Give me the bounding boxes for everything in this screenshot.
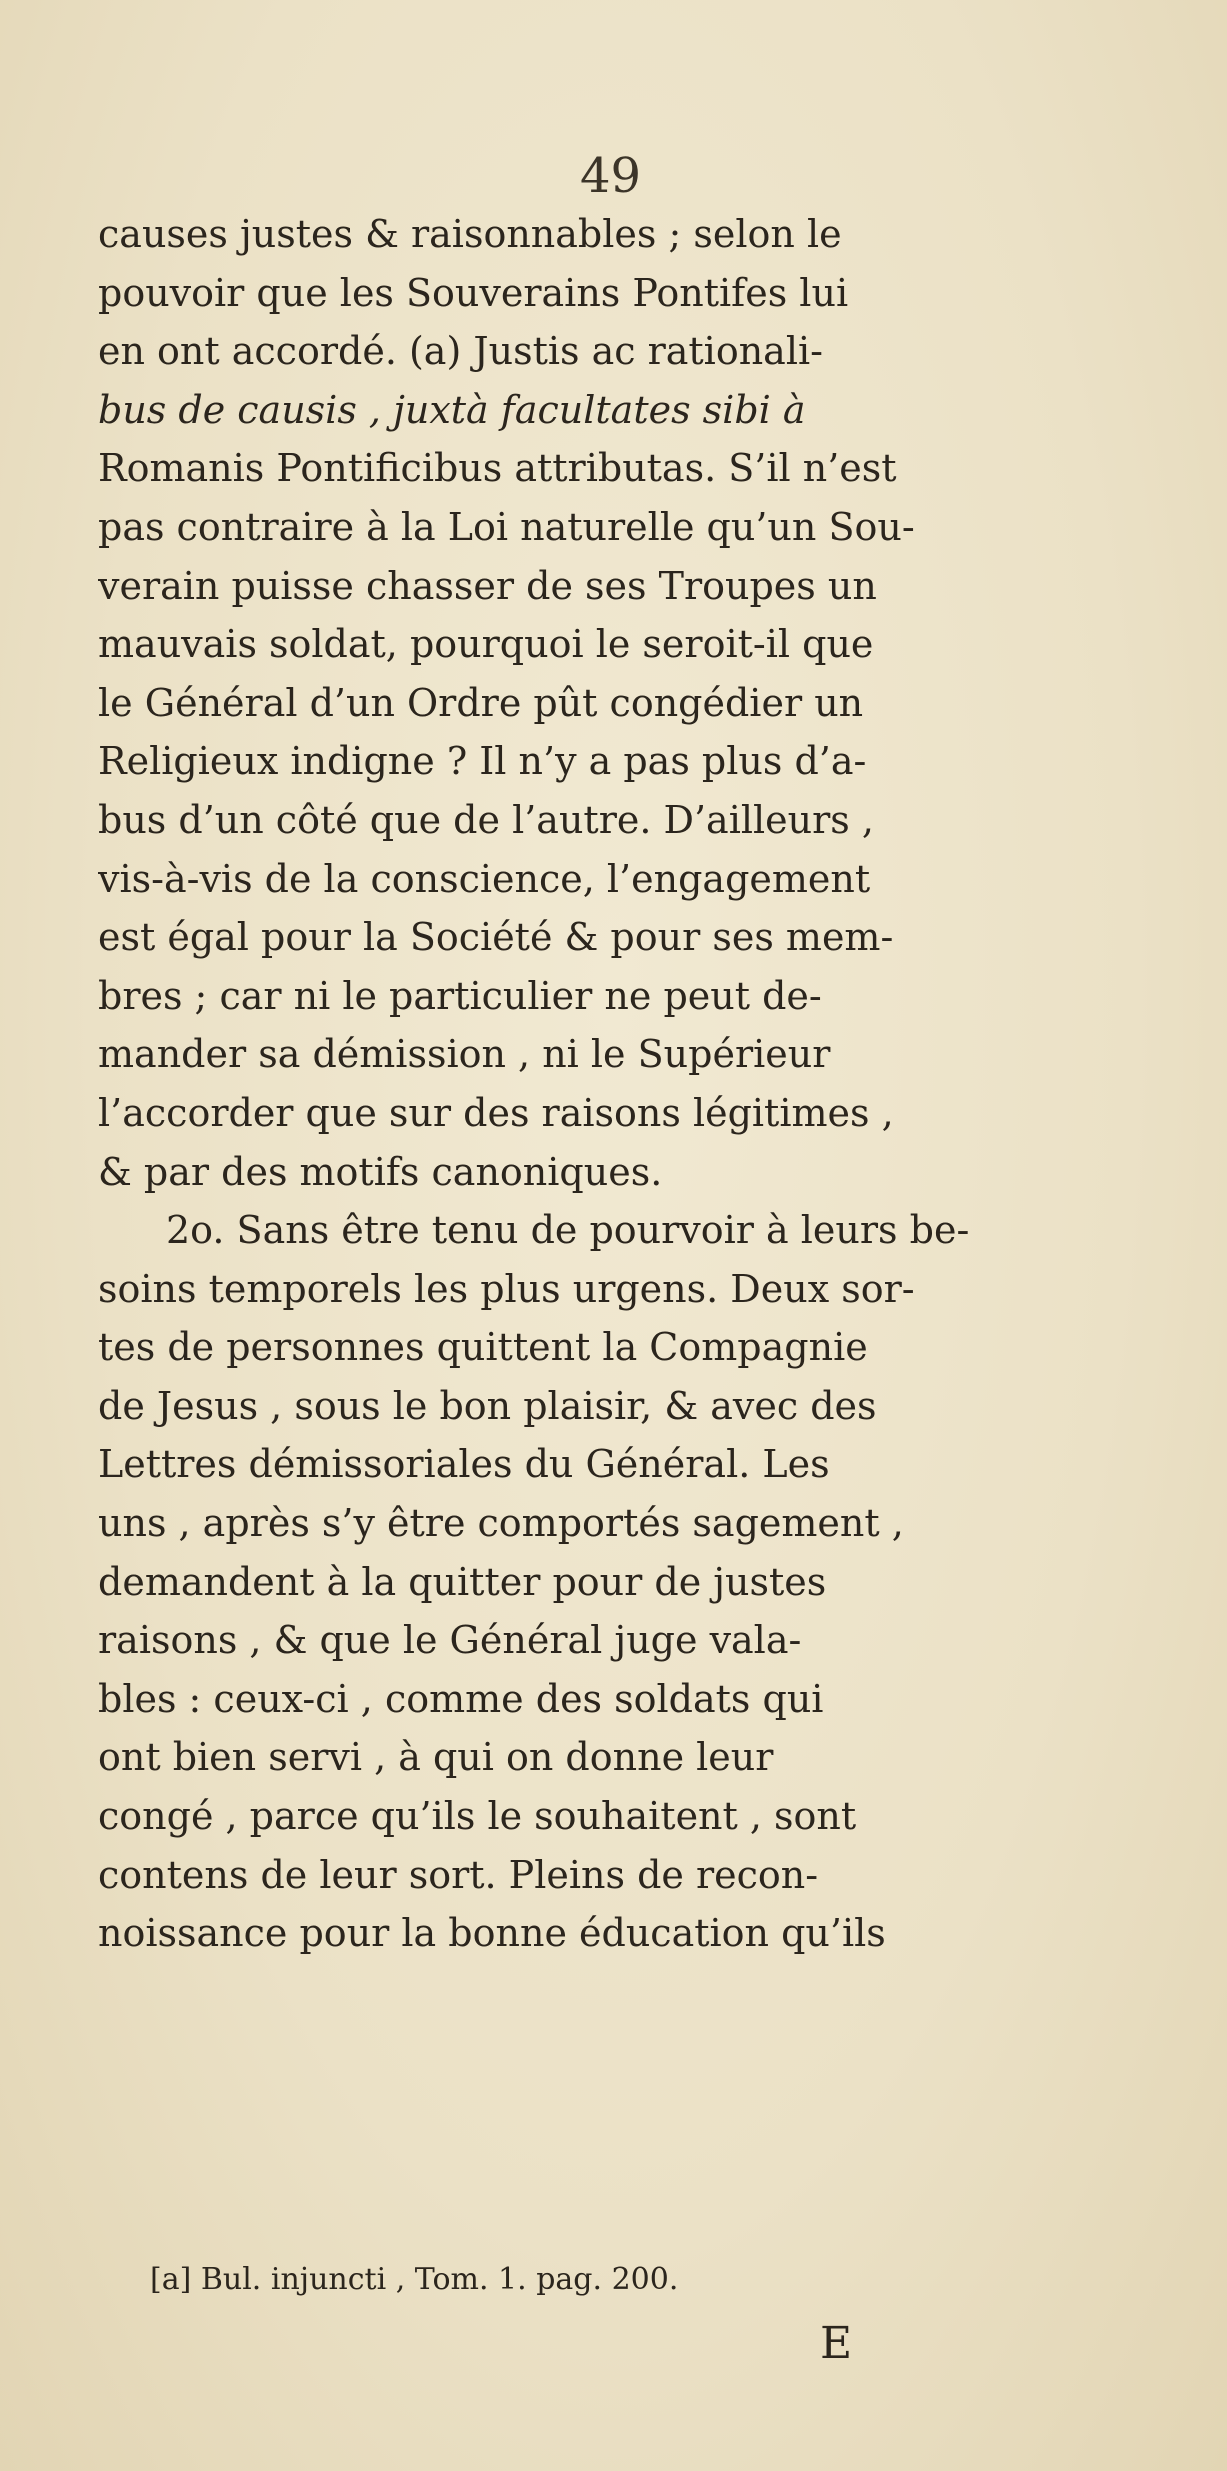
text-line: causes justes & raisonnables ; selon le [98,212,842,256]
text-line: bles : ceux-ci , comme des soldats qui [98,1676,824,1721]
text-line: en ont accordé. (a) Justis ac rationali- [98,329,823,374]
text-line: raisons , & que le Général juge vala- [98,1618,802,1663]
text-line: Romanis Pontificibus attributas. S’il n’est [98,446,897,491]
signature-mark: E [820,2318,853,2369]
text-line: mander sa démission , ni le Supérieur [98,1032,831,1077]
text-line: pas contraire à la Loi naturelle qu’un Sou- [98,504,915,549]
text-line: l’accorder que sur des raisons légitimes , [98,1090,894,1135]
text-line: pouvoir que les Souverains Pontifes lui [98,270,849,315]
footnote: [a] Bul. injuncti , Tom. 1. pag. 200. [150,2262,679,2297]
text-line: demandent à la quitter pour de justes [98,1559,827,1604]
text-line: bus d’un côté que de l’autre. D’ailleurs , [98,797,874,842]
text-line: bus de causis , juxtà facultates sibi à [98,387,806,432]
text-line: de Jesus , sous le bon plaisir, & avec des [98,1383,877,1428]
text-line: Religieux indigne ? Il n’y a pas plus d’a- [98,739,867,784]
text-line: le Général d’un Ordre pût congédier un [98,680,864,725]
text-line: est égal pour la Société & pour ses mem- [98,915,894,960]
text-line: ont bien servi , à qui on donne leur [98,1735,774,1780]
text-line: contens de leur sort. Pleins de recon- [98,1852,819,1897]
text-line: congé , parce qu’ils le souhaitent , sont [98,1794,857,1839]
body-text [98,205,1118,1963]
text-line: noissance pour la bonne éducation qu’ils [98,1911,886,1956]
text-line: uns , après s’y être comportés sagement , [98,1501,904,1546]
text-line: verain puisse chasser de ses Troupes un [98,563,877,608]
page-number: 49 [580,148,642,204]
text-line: Lettres démissoriales du Général. Les [98,1442,830,1487]
text-line: vis-à-vis de la conscience, l’engagement [98,856,871,901]
text-line: 2o. Sans être tenu de pourvoir à leurs be- [166,1208,970,1253]
text-line: tes de personnes quittent la Compagnie [98,1325,868,1370]
text-line: & par des motifs canoniques. [98,1149,663,1194]
text-line: soins temporels les plus urgens. Deux sor- [98,1266,915,1311]
text-line: mauvais soldat, pourquoi le seroit-il que [98,622,874,667]
text-line: bres ; car ni le particulier ne peut de- [98,973,822,1018]
